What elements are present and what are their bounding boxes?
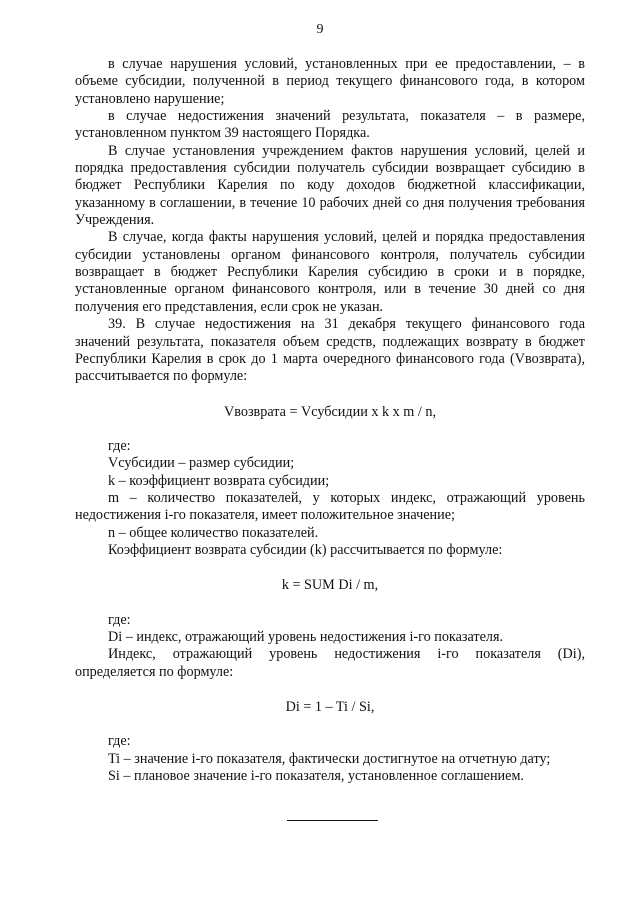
definition-n: n – общее количество показателей.: [108, 524, 319, 541]
where-label: где:: [108, 733, 131, 750]
definition-m: m – количество показателей, у которых индекс, отражающий уровень недостижения i-го показателя, имеет положительное значение;: [75, 489, 585, 524]
document-body: [75, 56, 585, 785]
end-divider: [287, 820, 378, 821]
definition-k: k – коэффициент возврата субсидии;: [108, 472, 330, 489]
definition-si: Si – плановое значение i-го показателя, установленное соглашением.: [108, 768, 524, 785]
where-label: где:: [108, 611, 131, 628]
definition-v-subsidy: Vсубсидии – размер субсидии;: [108, 455, 295, 472]
definition-di: Di – индекс, отражающий уровень недостижения i-го показателя.: [108, 628, 504, 645]
where-label: где:: [108, 437, 131, 454]
formula-coefficient: k = SUM Di / m,: [281, 577, 379, 594]
paragraph-financial-control-findings: В случае, когда факты нарушения условий, целей и порядка предоставления субсидии установлены органом финансового контроля, получатель субсидии возвращает в бюджет Республики Карелия субсидию в сроки и в порядке, установленные органом финансового контроля, или в течение 30 дней со дня получения его представления, если срок не указан.: [75, 229, 585, 315]
paragraph-institution-findings: В случае установления учреждением фактов нарушения условий, целей и порядка предоставления субсидии получатель субсидии возвращает субсидию в бюджет Республики Карелия по коду доходов бюджетной классификации, указанному в соглашении, в течение 10 рабочих дней со дня получения требования Учреждения.: [75, 142, 585, 229]
definition-ti: Ti – значение i-го показателя, фактически достигнутое на отчетную дату;: [108, 750, 551, 767]
paragraph-coefficient-intro: Коэффициент возврата субсидии (k) рассчитывается по формуле:: [108, 541, 503, 558]
paragraph-nonachievement-refund: в случае недостижения значений результата, показателя – в размере, установленном пунктом 39 настоящего Порядка.: [75, 108, 585, 142]
paragraph-item-39: 39. В случае недостижения на 31 декабря текущего финансового года значений результата, показателя объем средств, подлежащих возврату в бюджет Республики Карелия в срок до 1 марта очередного финансового года (Vвозврата), рассчитывается по формуле:: [75, 316, 585, 385]
paragraph-index-intro: Индекс, отражающий уровень недостижения i-го показателя (Di), определяется по формуле:: [75, 646, 585, 680]
formula-refund-volume: Vвозврата = Vсубсидии x k x m / n,: [224, 403, 436, 420]
formula-index: Di = 1 – Ti / Si,: [285, 699, 375, 715]
page-number: 9: [316, 22, 324, 37]
paragraph-violation-refund: в случае нарушения условий, установленных при ее предоставлении, – в объеме субсидии, полученной в период текущего финансового года, в котором установлено нарушение;: [75, 56, 585, 107]
